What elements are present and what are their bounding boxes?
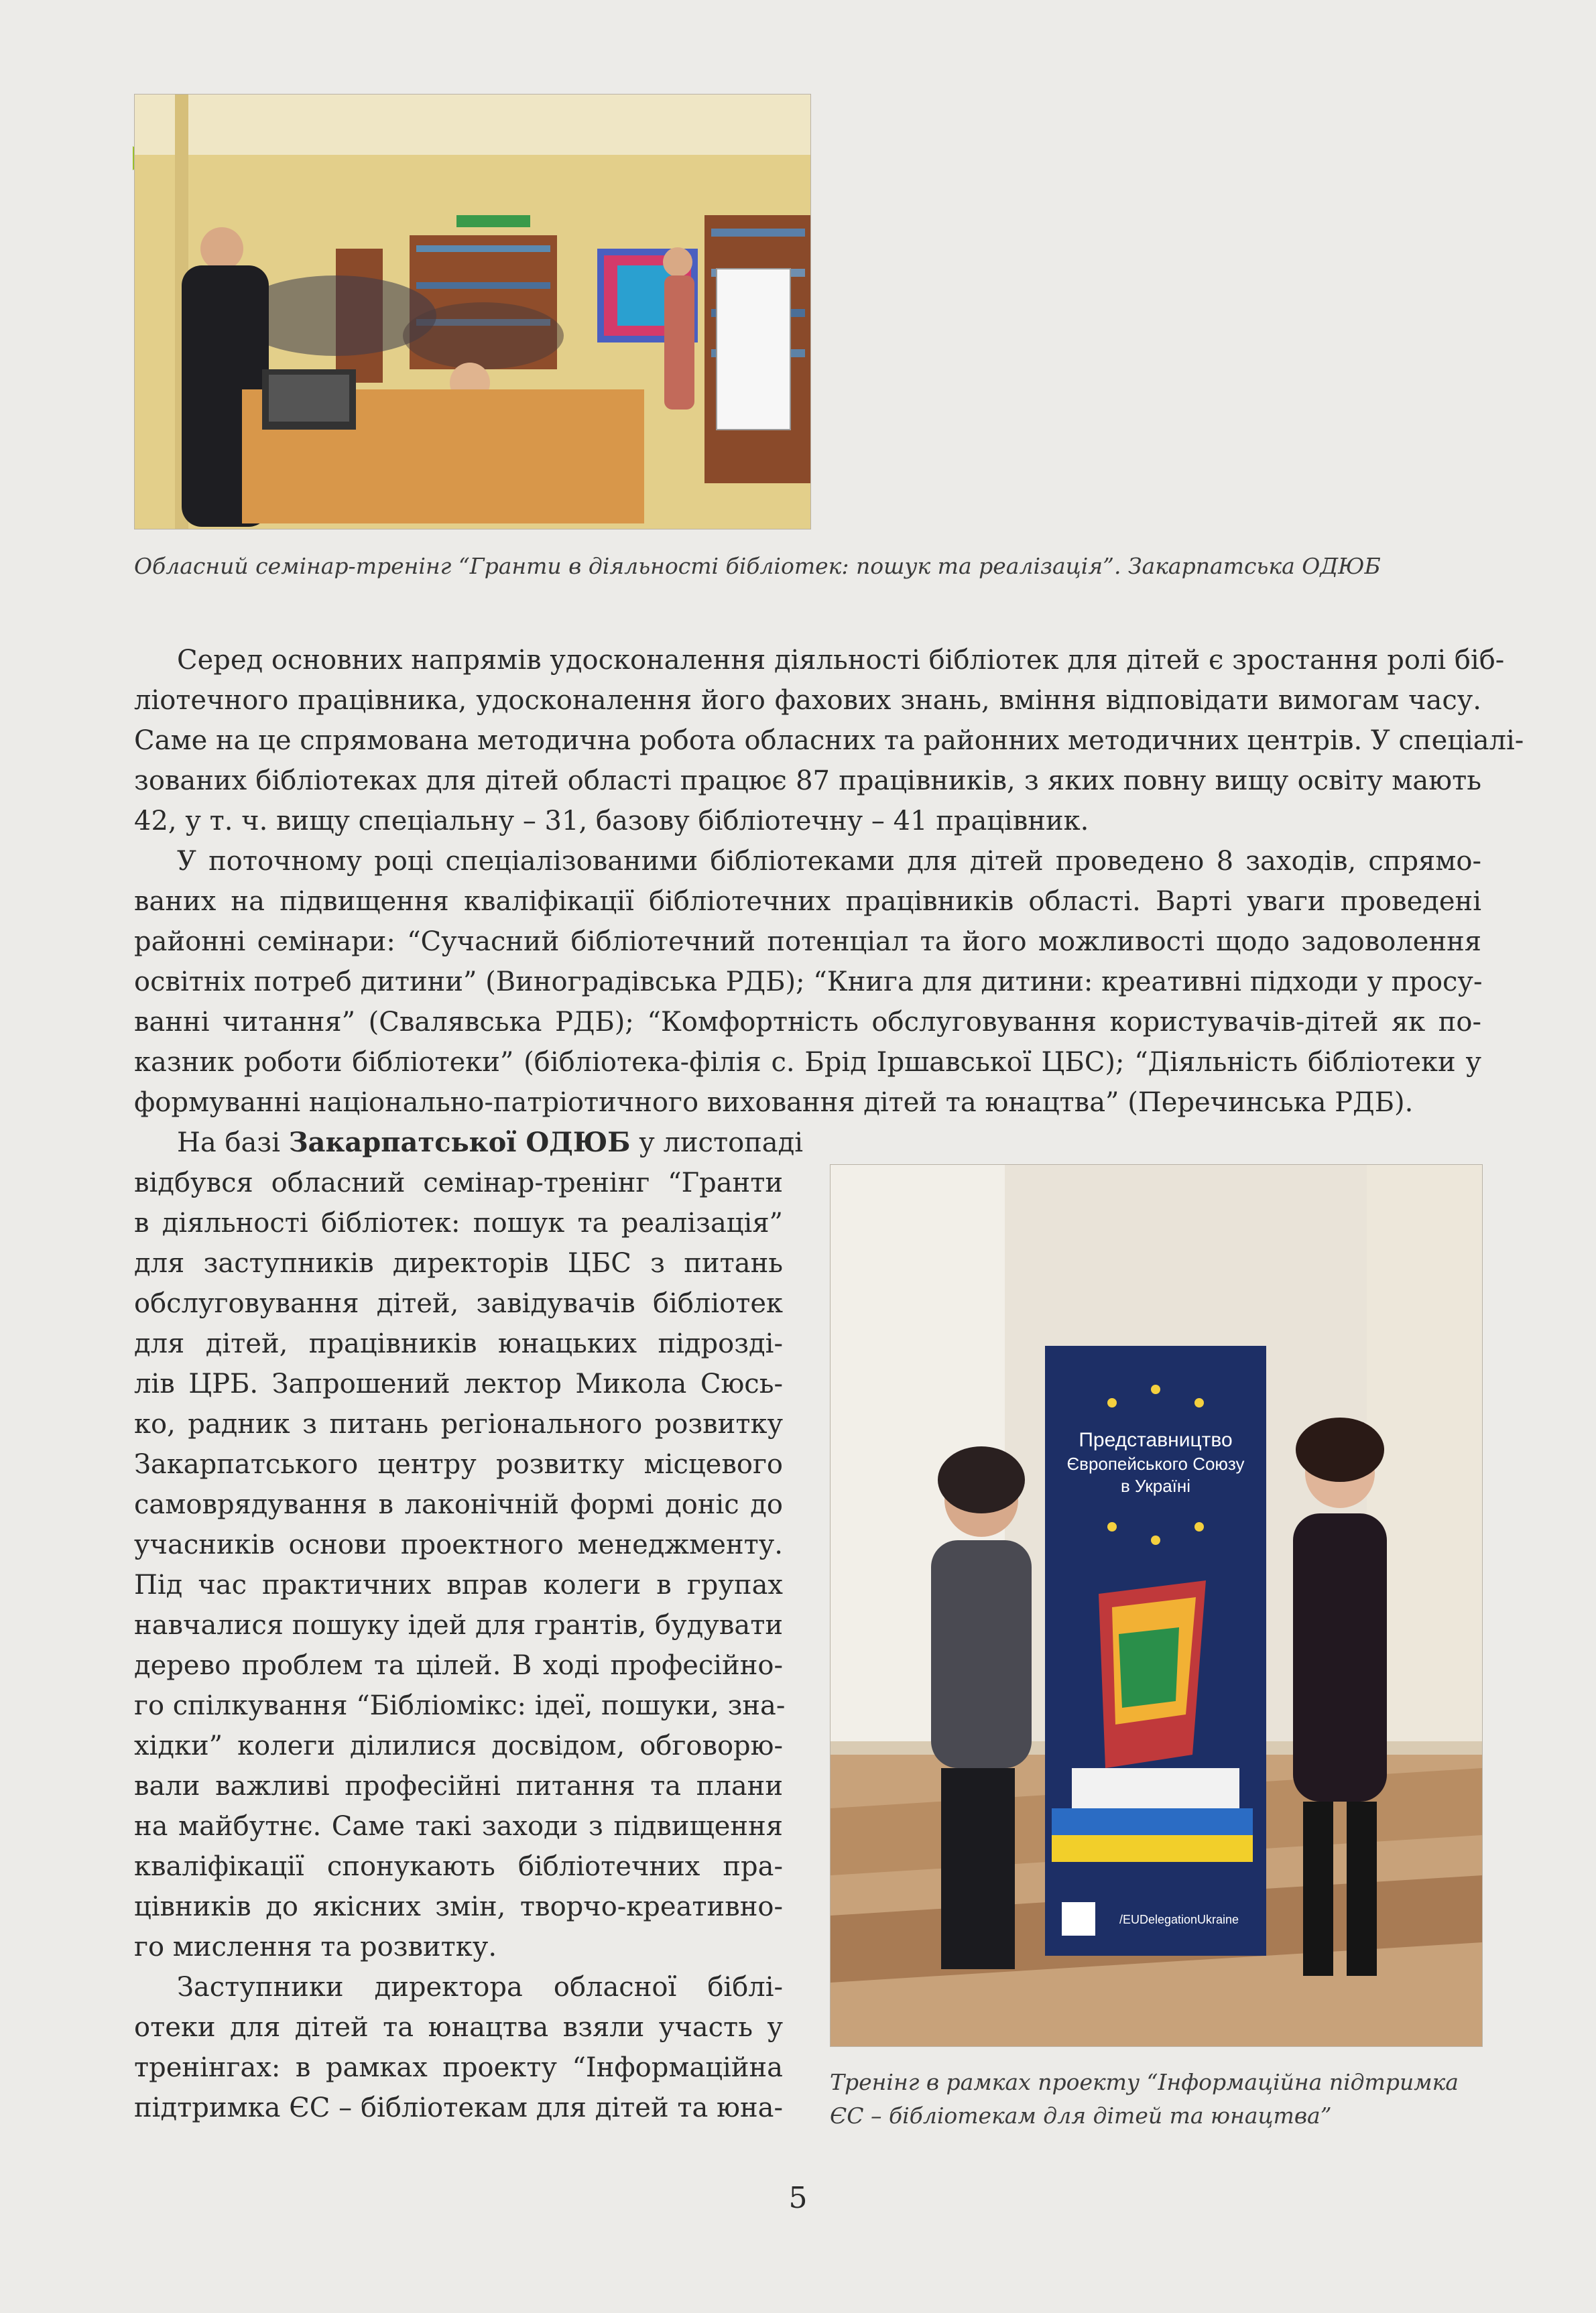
text-line: ваних на підвищення кваліфікації бібліотечних працівників області. Варті уваги проведені [134, 886, 1481, 917]
text-line: тренінгах: в рамках проекту “Інформаційна [134, 2052, 783, 2083]
seminar-photo-illustration [135, 95, 810, 529]
text-line: вали важливі професійні питання та плани [134, 1771, 783, 1802]
text-line: хідки” колеги ділилися досвідом, обговорю- [134, 1731, 783, 1761]
paragraph-1 [134, 640, 1524, 841]
text-line: в діяльності бібліотек: пошук та реалізація” [134, 1208, 783, 1239]
text-line: Заступники директора обласної біблі- [177, 1972, 783, 2003]
text-line: на майбутнє. Саме такі заходи з підвищення [134, 1811, 783, 1842]
text-line: казник роботи бібліотеки” (бібліотека-філія с. Брід Іршавської ЦБС); “Діяльність бібліотеки у [134, 1047, 1481, 1078]
text-line: го спілкування “Бібліомікс: ідеї, пошуки, зна- [134, 1690, 786, 1721]
seminar-photo [134, 94, 811, 529]
page-number: 5 [788, 2181, 808, 2215]
caption-line: ЄС – бібліотекам для дітей та юнацтва” [830, 2103, 1332, 2129]
text-line: Під час практичних вправ колеги в групах [134, 1570, 783, 1601]
text-line: У поточному році спеціалізованими бібліотеками для дітей проведено 8 заходів, спрямо- [177, 846, 1481, 877]
text-line: ліотечного працівника, удосконалення його фахових знань, вміння відповідати вимогам часу. [134, 685, 1481, 716]
training-photo-caption [830, 2066, 1487, 2133]
text-line: освітніх потреб дитини” (Виноградівська РДБ); “Книга для дитини: креативні підходи у просу- [134, 966, 1483, 997]
text-line: навчалися пошуку ідей для грантів, будувати [134, 1610, 783, 1641]
seminar-photo-caption: Обласний семінар-тренінг “Гранти в діяльності бібліотек: пошук та реалізація”. Закарпатська ОДЮБ [134, 553, 1381, 579]
text-line [134, 1123, 804, 1163]
text-line: цівників до якісних змін, творчо-креативно- [134, 1891, 783, 1922]
text-line: учасників основи проектного менеджменту. [134, 1529, 783, 1560]
banner-text: Представництво [1079, 1429, 1233, 1451]
paragraph-3 [134, 1123, 804, 1967]
text-line: го мислення та розвитку. [134, 1932, 497, 1962]
text-line: Серед основних напрямів удосконалення діяльності бібліотек для дітей є зростання ролі біб- [177, 645, 1505, 676]
text-line: Саме на це спрямована методична робота обласних та районних методичних центрів. У спеціалі- [134, 725, 1524, 756]
library-name: Закарпатської ОДЮБ [288, 1127, 631, 1158]
text-line: ванні читання” (Свалявська РДБ); “Комфортність обслуговування користувачів-дітей як по- [134, 1007, 1481, 1038]
paragraph-4 [134, 1967, 783, 2128]
banner-text: в Україні [1120, 1476, 1191, 1496]
text-line: зованих бібліотеках для дітей області працює 87 працівників, з яких повну вищу освіту мають [134, 765, 1481, 796]
training-photo-illustration [831, 1165, 1482, 2046]
paragraph-2 [134, 841, 1481, 1123]
text-line: для дітей, працівників юнацьких підрозді- [134, 1328, 783, 1359]
banner-sign [456, 215, 530, 227]
text-line: лів ЦРБ. Запрошений лектор Микола Сюсь- [134, 1369, 783, 1399]
text-line: 42, у т. ч. вищу спеціальну – 31, базову бібліотечну – 41 працівник. [134, 806, 1089, 836]
training-photo [830, 1164, 1483, 2047]
caption-line: Тренінг в рамках проекту “Інформаційна підтримка [830, 2069, 1459, 2095]
text-line: самоврядування в лаконічній формі доніс до [134, 1489, 783, 1520]
banner-handle: /EUDelegationUkraine [1119, 1913, 1239, 1926]
text-line: обслуговування дітей, завідувачів бібліотек [134, 1288, 783, 1319]
text-line: відбувся обласний семінар-тренінг “Гранти [134, 1168, 783, 1198]
text-line: дерево проблем та цілей. В ході професійно- [134, 1650, 783, 1681]
text-line: районні семінари: “Сучасний бібліотечний потенціал та його можливості щодо задоволення [134, 926, 1481, 957]
text-line: підтримка ЄС – бібліотекам для дітей та юна- [134, 2092, 783, 2123]
text-line: ко, радник з питань регіонального розвитку [134, 1409, 783, 1440]
text-line: отеки для дітей та юнацтва взяли участь у [134, 2012, 783, 2043]
banner-text: Європейського Союзу [1066, 1454, 1245, 1474]
text-line: Закарпатського центру розвитку місцевого [134, 1449, 783, 1480]
text-run: На базі [177, 1127, 289, 1158]
text-line: формуванні національно-патріотичного виховання дітей та юнацтва” (Перечинська РДБ). [134, 1087, 1414, 1118]
text-run: у листопаді [630, 1127, 804, 1158]
text-line: для заступників директорів ЦБС з питань [134, 1248, 783, 1279]
text-line: кваліфікації спонукають бібліотечних пра- [134, 1851, 783, 1882]
